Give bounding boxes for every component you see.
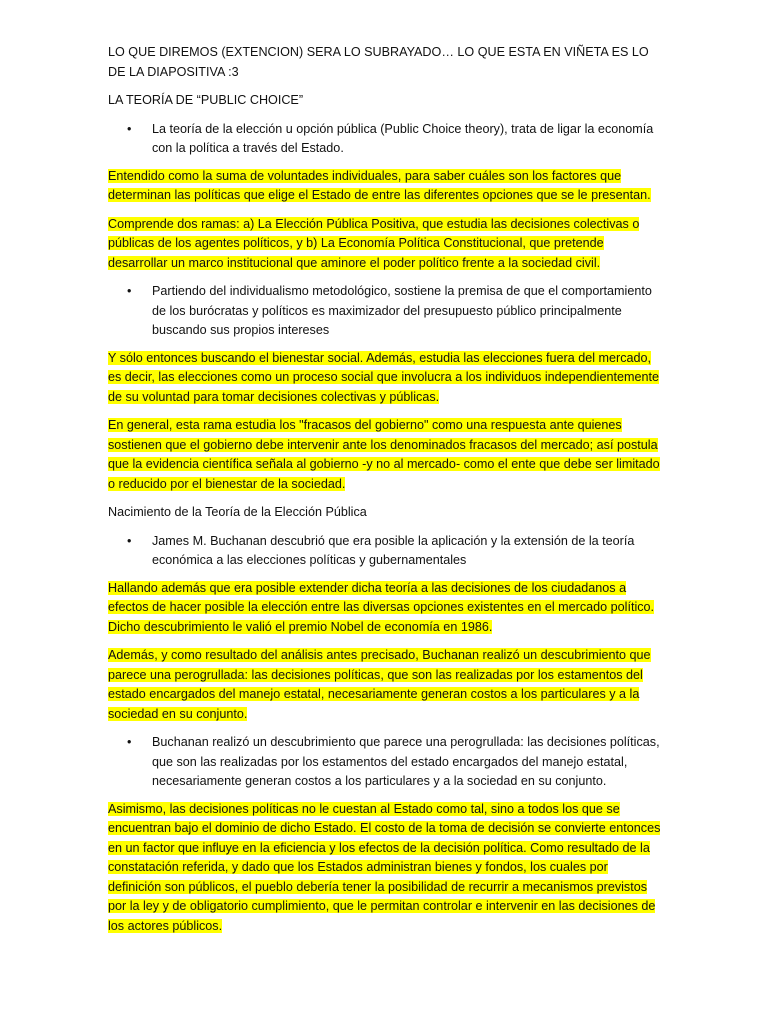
- bullet-marker: •: [127, 735, 132, 749]
- bullet-text-2: Partiendo del individualismo metodológico, sostiene la premisa de que el comportamiento de los burócratas y políticos es maximizador del presupuesto público principalmente buscando sus propios intereses: [152, 284, 652, 337]
- section-heading-nacimiento: Nacimiento de la Teoría de la Elección Pública: [108, 505, 367, 519]
- intro-line: LO QUE DIREMOS (EXTENCION) SERA LO SUBRAYADO… LO QUE ESTA EN VIÑETA ES LO DE LA DIAPOSITIVA :3: [108, 45, 649, 79]
- highlighted-paragraph-3: Y sólo entonces buscando el bienestar social. Además, estudia las elecciones fuera del mercado, es decir, las elecciones como un proceso social que involucra a los individuos independientemente de su voluntad para tomar decisiones colectivas y públicas.: [108, 350, 659, 404]
- bullet-text-1: La teoría de la elección u opción pública (Public Choice theory), trata de ligar la economía con la política a través del Estado.: [152, 121, 654, 155]
- bullet-item-4: [108, 733, 663, 792]
- bullet-marker: •: [127, 533, 132, 548]
- section-heading-public-choice: LA TEORÍA DE “PUBLIC CHOICE”: [108, 93, 304, 107]
- highlighted-paragraph-1: Entendido como la suma de voluntades individuales, para saber cuáles son los factores que determinan las políticas que elige el Estado de entre las diferentes opciones que se le presentan.: [108, 168, 651, 202]
- highlighted-paragraph-7: Asimismo, las decisiones políticas no le cuestan al Estado como tal, sino a todos los que se encuentran bajo el dominio de dicho Estado. El costo de la toma de decisión se convierte entonces en un factor que influye en la eficiencia y los efectos de la decisión política. Como resultado de la constatación referida, y dado que los Estados administran bienes y fondos, los cuales por definición son públicos, el pueblo debería tener la posibilidad de recurrir a mecanismos previstos por la ley y de obligatorio cumplimiento, que le permitan controlar e intervenir en las decisiones de los actores públicos.: [108, 801, 661, 933]
- highlighted-paragraph-5: Hallando además que era posible extender dicha teoría a las decisiones de los ciudadanos a efectos de hacer posible la elección entre las diversas opciones existentes en el mercado político. Dicho descubrimiento le valió el premio Nobel de economía en 1986.: [108, 580, 655, 634]
- bullet-text-3: James M. Buchanan descubrió que era posible la aplicación y la extensión de la teoría económica a las elecciones políticas y gubernamentales: [152, 533, 635, 567]
- bullet-item-3: [108, 532, 663, 571]
- bullet-marker: •: [127, 284, 132, 298]
- bullet-item-1: [108, 120, 663, 159]
- highlighted-paragraph-6: Además, y como resultado del análisis antes precisado, Buchanan realizó un descubrimiento que parece una perogrullada: las decisiones políticas, que son las realizadas por los estamentos del estado encargados del manejo estatal, necesariamente generan costos a los particulares y a la sociedad en su conjunto.: [108, 648, 651, 721]
- highlighted-paragraph-4: En general, esta rama estudia los "fracasos del gobierno" como una respuesta ante quienes sostienen que el gobierno debe intervenir ante los denominados fracasos del mercado; así postula que la evidencia científica señala al gobierno -y no al mercado- como el ente que debe ser limitado o reducido por el bienestar de la sociedad.: [108, 418, 660, 491]
- document-page: [108, 43, 663, 945]
- bullet-marker: •: [127, 121, 132, 136]
- highlighted-paragraph-2: Comprende dos ramas: a) La Elección Pública Positiva, que estudia las decisiones colectivas o públicas de los agentes políticos, y b) La Economía Política Constitucional, que pretende desarrollar un marco institucional que aminore el poder político frente a la sociedad civil.: [108, 216, 640, 270]
- bullet-item-2: [108, 282, 663, 341]
- bullet-text-4: Buchanan realizó un descubrimiento que parece una perogrullada: las decisiones políticas, que son las realizadas por los estamentos del estado encargados del manejo estatal, necesariamente generan costos a los particulares y a la sociedad en su conjunto.: [152, 735, 660, 788]
